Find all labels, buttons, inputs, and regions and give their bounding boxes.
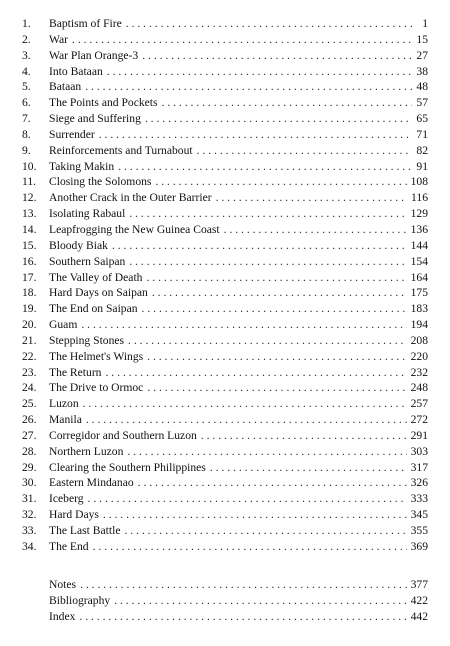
chapter-title: The End on Saipan bbox=[49, 302, 138, 316]
page-number: 164 bbox=[410, 270, 428, 284]
leader-dots bbox=[118, 159, 412, 175]
page-number: 232 bbox=[410, 365, 428, 379]
page-number: 377 bbox=[410, 578, 428, 591]
chapter-number: 7. bbox=[22, 112, 31, 126]
page-number: 442 bbox=[410, 609, 428, 623]
chapter-number: 8. bbox=[22, 127, 31, 141]
chapter-title: Hard Days bbox=[49, 508, 99, 522]
page-number: 422 bbox=[410, 593, 428, 607]
leader-dots bbox=[129, 254, 406, 270]
toc-row-26[interactable] bbox=[22, 412, 428, 428]
chapter-number: 10. bbox=[22, 159, 37, 173]
toc-row-7[interactable] bbox=[22, 111, 428, 127]
page-number: 183 bbox=[410, 302, 428, 316]
chapter-number: 12. bbox=[22, 191, 37, 205]
toc-row-12[interactable] bbox=[22, 190, 428, 206]
chapter-number: 26. bbox=[22, 413, 37, 427]
toc-row-6[interactable] bbox=[22, 95, 428, 111]
leader-dots bbox=[80, 577, 407, 593]
page-number: 272 bbox=[410, 413, 428, 427]
toc-row-20[interactable] bbox=[22, 317, 428, 333]
leader-dots bbox=[162, 95, 412, 111]
chapter-title: The End bbox=[49, 539, 89, 553]
page-number: 116 bbox=[411, 191, 428, 205]
leader-dots bbox=[112, 238, 407, 254]
toc-row-30[interactable] bbox=[22, 475, 428, 491]
chapter-number: 24. bbox=[22, 381, 37, 395]
toc-row-33[interactable] bbox=[22, 523, 428, 539]
chapter-number: 32. bbox=[22, 508, 37, 522]
chapter-title: Hard Days on Saipan bbox=[49, 286, 148, 300]
leader-dots bbox=[72, 32, 412, 48]
chapter-title: Another Crack in the Outer Barrier bbox=[49, 191, 212, 205]
page-number: 257 bbox=[410, 397, 428, 411]
toc-row-34[interactable] bbox=[22, 539, 428, 555]
leader-dots bbox=[224, 222, 407, 238]
toc-row-23[interactable] bbox=[22, 365, 428, 381]
chapter-number: 5. bbox=[22, 80, 31, 94]
page-number: 345 bbox=[410, 508, 428, 522]
toc-row-22[interactable] bbox=[22, 349, 428, 365]
page-number: 355 bbox=[410, 524, 428, 537]
toc-row-13[interactable] bbox=[22, 206, 428, 222]
chapter-number: 33. bbox=[22, 524, 37, 537]
chapter-number: 31. bbox=[22, 492, 37, 506]
leader-dots bbox=[81, 317, 406, 333]
toc-row-24[interactable] bbox=[22, 380, 428, 396]
chapter-title: Northern Luzon bbox=[49, 444, 124, 458]
chapter-title: Baptism of Fire bbox=[49, 17, 122, 30]
chapter-number: 28. bbox=[22, 444, 37, 458]
leader-dots bbox=[129, 206, 406, 222]
leader-dots bbox=[201, 428, 407, 444]
chapter-number: 17. bbox=[22, 270, 37, 284]
page-number: 91 bbox=[416, 159, 428, 173]
page-number: 15 bbox=[416, 32, 428, 46]
toc-row-5[interactable] bbox=[22, 79, 428, 95]
leader-dots bbox=[99, 127, 412, 143]
page-number: 369 bbox=[410, 539, 428, 553]
leader-dots bbox=[86, 412, 407, 428]
page-number: 333 bbox=[410, 492, 428, 506]
chapter-number: 9. bbox=[22, 143, 31, 157]
page-number: 208 bbox=[410, 333, 428, 347]
chapter-title: The Drive to Ormoc bbox=[49, 381, 144, 395]
leader-dots bbox=[216, 190, 407, 206]
leader-dots bbox=[147, 349, 406, 365]
leader-dots bbox=[138, 475, 407, 491]
page-number: 38 bbox=[416, 64, 428, 78]
chapter-number: 27. bbox=[22, 428, 37, 442]
page-number: 71 bbox=[416, 127, 428, 141]
leader-dots bbox=[107, 64, 412, 80]
chapter-title: The Last Battle bbox=[49, 524, 121, 537]
toc-row-25[interactable] bbox=[22, 396, 428, 412]
chapter-number: 30. bbox=[22, 476, 37, 490]
chapter-title: Siege and Suffering bbox=[49, 112, 141, 126]
chapter-number: 13. bbox=[22, 207, 37, 221]
chapter-title: Stepping Stones bbox=[49, 333, 125, 347]
toc-row-27[interactable] bbox=[22, 428, 428, 444]
chapter-title: Into Bataan bbox=[49, 64, 103, 78]
page-number: 57 bbox=[416, 96, 428, 110]
page-number: 317 bbox=[410, 460, 428, 474]
leader-dots bbox=[155, 174, 406, 190]
leader-dots bbox=[128, 333, 407, 349]
toc-row-11[interactable] bbox=[22, 174, 428, 190]
page-number: 27 bbox=[416, 48, 428, 62]
chapter-title: Taking Makin bbox=[49, 159, 115, 173]
chapter-title: Clearing the Southern Philippines bbox=[49, 460, 206, 474]
page-number: 194 bbox=[410, 318, 428, 332]
toc-row-21[interactable] bbox=[22, 333, 428, 349]
chapter-title: The Return bbox=[49, 365, 102, 379]
toc-row-19[interactable] bbox=[22, 301, 428, 317]
leader-dots bbox=[88, 491, 407, 507]
chapter-number: 34. bbox=[22, 539, 37, 553]
chapter-title: Surrender bbox=[49, 127, 95, 141]
chapter-number: 6. bbox=[22, 96, 31, 110]
chapter-title: Isolating Rabaul bbox=[49, 207, 126, 221]
page-number: 154 bbox=[410, 254, 428, 268]
leader-dots bbox=[114, 593, 406, 609]
toc-row-17[interactable] bbox=[22, 270, 428, 286]
page-number: 144 bbox=[410, 238, 428, 252]
chapter-number: 22. bbox=[22, 349, 37, 363]
leader-dots bbox=[127, 444, 406, 460]
page-number: 326 bbox=[410, 476, 428, 490]
page-number: 248 bbox=[410, 381, 428, 395]
chapter-number: 18. bbox=[22, 286, 37, 300]
page-number: 303 bbox=[410, 444, 428, 458]
toc-row-1[interactable] bbox=[22, 16, 428, 32]
page-number: 65 bbox=[416, 112, 428, 126]
back-matter-title: Bibliography bbox=[49, 593, 111, 607]
leader-dots bbox=[142, 301, 407, 317]
back-matter bbox=[22, 577, 428, 625]
chapter-title: The Points and Pockets bbox=[49, 96, 158, 110]
chapter-title: Bloody Biak bbox=[49, 238, 108, 252]
leader-dots bbox=[197, 143, 412, 159]
chapter-title: Eastern Mindanao bbox=[49, 476, 134, 490]
back-matter-index[interactable] bbox=[22, 609, 428, 625]
chapter-title: Iceberg bbox=[49, 492, 84, 506]
page-number: 48 bbox=[416, 80, 428, 94]
toc-row-32[interactable] bbox=[22, 507, 428, 523]
chapter-number: 4. bbox=[22, 64, 31, 78]
page-number: 129 bbox=[410, 207, 428, 221]
leader-dots bbox=[124, 523, 406, 539]
chapter-title: War Plan Orange-3 bbox=[49, 48, 139, 62]
toc-row-10[interactable] bbox=[22, 159, 428, 175]
leader-dots bbox=[103, 507, 407, 523]
chapter-title: Bataan bbox=[49, 80, 82, 94]
leader-dots bbox=[105, 365, 406, 381]
toc-row-29[interactable] bbox=[22, 460, 428, 476]
chapter-title: The Helmet's Wings bbox=[49, 349, 144, 363]
back-matter-title: Notes bbox=[49, 578, 77, 591]
leader-dots bbox=[93, 539, 407, 555]
leader-dots bbox=[145, 111, 412, 127]
page-number: 82 bbox=[416, 143, 428, 157]
leader-dots bbox=[126, 16, 412, 32]
chapter-title: Southern Saipan bbox=[49, 254, 126, 268]
chapter-number: 16. bbox=[22, 254, 37, 268]
chapter-number: 19. bbox=[22, 302, 37, 316]
chapter-number: 15. bbox=[22, 238, 37, 252]
page-number: 108 bbox=[410, 175, 428, 189]
chapter-number: 2. bbox=[22, 32, 31, 46]
toc-row-16[interactable] bbox=[22, 254, 428, 270]
chapter-title: Closing the Solomons bbox=[49, 175, 152, 189]
page-number: 136 bbox=[410, 222, 428, 236]
chapter-title: Corregidor and Southern Luzon bbox=[49, 428, 197, 442]
page-number: 291 bbox=[410, 428, 428, 442]
toc-row-18[interactable] bbox=[22, 285, 428, 301]
leader-dots bbox=[147, 380, 406, 396]
chapter-number: 25. bbox=[22, 397, 37, 411]
chapter-title: The Valley of Death bbox=[49, 270, 143, 284]
table-of-contents bbox=[22, 16, 428, 555]
chapter-number: 1. bbox=[22, 17, 31, 30]
toc-row-15[interactable] bbox=[22, 238, 428, 254]
leader-dots bbox=[210, 460, 407, 476]
chapter-number: 21. bbox=[22, 333, 37, 347]
chapter-title: War bbox=[49, 32, 69, 46]
toc-row-8[interactable] bbox=[22, 127, 428, 143]
leader-dots bbox=[152, 285, 407, 301]
toc-row-9[interactable] bbox=[22, 143, 428, 159]
chapter-number: 11. bbox=[22, 175, 37, 189]
leader-dots bbox=[79, 609, 406, 625]
toc-row-2[interactable] bbox=[22, 32, 428, 48]
chapter-title: Reinforcements and Turnabout bbox=[49, 143, 193, 157]
chapter-title: Luzon bbox=[49, 397, 79, 411]
page-number: 1 bbox=[422, 17, 428, 30]
toc-row-31[interactable] bbox=[22, 491, 428, 507]
chapter-title: Guam bbox=[49, 318, 78, 332]
chapter-title: Leapfrogging the New Guinea Coast bbox=[49, 222, 220, 236]
back-matter-bibliography[interactable] bbox=[22, 593, 428, 609]
page-number: 220 bbox=[410, 349, 428, 363]
page-number: 175 bbox=[410, 286, 428, 300]
chapter-number: 14. bbox=[22, 222, 37, 236]
toc-row-14[interactable] bbox=[22, 222, 428, 238]
chapter-number: 23. bbox=[22, 365, 37, 379]
back-matter-title: Index bbox=[49, 609, 76, 623]
leader-dots bbox=[142, 48, 412, 64]
back-matter-notes[interactable] bbox=[22, 577, 428, 593]
toc-row-4[interactable] bbox=[22, 64, 428, 80]
leader-dots bbox=[85, 79, 412, 95]
chapter-title: Manila bbox=[49, 413, 82, 427]
chapter-number: 20. bbox=[22, 318, 37, 332]
leader-dots bbox=[146, 270, 406, 286]
chapter-number: 29. bbox=[22, 460, 37, 474]
toc-row-28[interactable] bbox=[22, 444, 428, 460]
leader-dots bbox=[83, 396, 407, 412]
chapter-number: 3. bbox=[22, 48, 31, 62]
toc-row-3[interactable] bbox=[22, 48, 428, 64]
